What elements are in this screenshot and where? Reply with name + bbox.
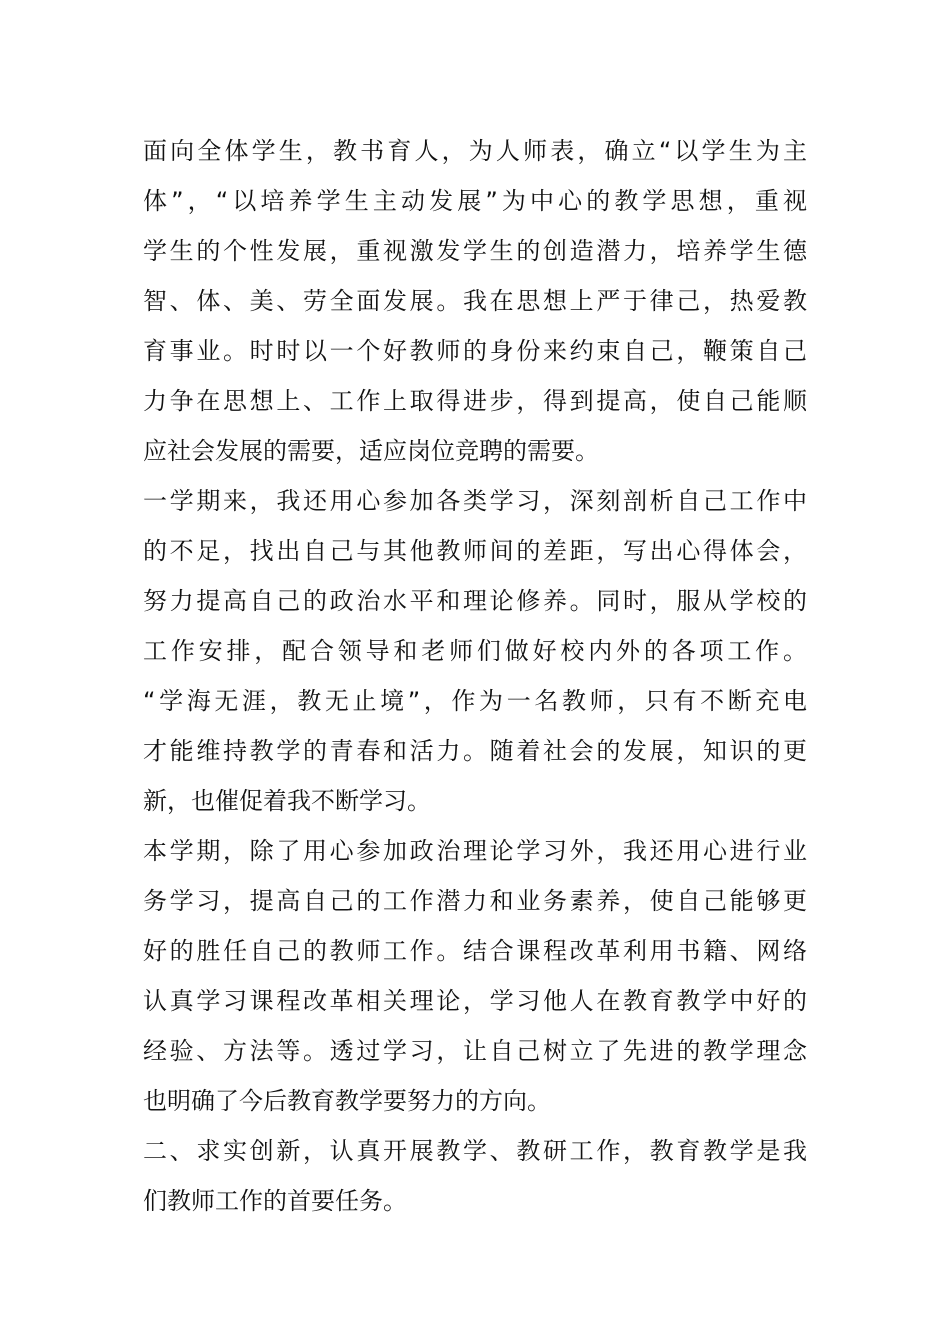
text-line: “学海无涯，教无止境”，作为一名教师，只有不断充电 — [143, 687, 807, 715]
text-line: 一学期来，我还用心参加各类学习，深刻剖析自己工作中 — [143, 487, 807, 515]
text-line: 新，也催促着我不断学习。 — [143, 787, 431, 815]
text-line: 二、求实创新，认真开展教学、教研工作，教育教学是我 — [143, 1137, 807, 1165]
text-line: 努力提高自己的政治水平和理论修养。同时，服从学校的 — [143, 587, 807, 615]
paragraph-3 — [143, 826, 807, 1126]
paragraph-1 — [143, 126, 807, 476]
text-line: 育事业。时时以一个好教师的身份来约束自己，鞭策自己 — [143, 337, 807, 365]
paragraph-4 — [143, 1126, 807, 1226]
text-line: 工作安排，配合领导和老师们做好校内外的各项工作。 — [143, 637, 807, 665]
document-body — [143, 126, 807, 1226]
text-line: 应社会发展的需要，适应岗位竞聘的需要。 — [143, 437, 599, 465]
text-line: 们教师工作的首要任务。 — [143, 1187, 407, 1215]
paragraph-2 — [143, 476, 807, 826]
text-line: 好的胜任自己的教师工作。结合课程改革利用书籍、网络 — [143, 937, 807, 965]
text-line: 本学期，除了用心参加政治理论学习外，我还用心进行业 — [143, 837, 807, 865]
text-line: 力争在思想上、工作上取得进步，得到提高，使自己能顺 — [143, 387, 807, 415]
text-line: 经验、方法等。透过学习，让自己树立了先进的教学理念 — [143, 1037, 807, 1065]
text-line: 学生的个性发展，重视激发学生的创造潜力，培养学生德 — [143, 237, 807, 265]
text-line: 也明确了今后教育教学要努力的方向。 — [143, 1087, 551, 1115]
text-line: 智、体、美、劳全面发展。我在思想上严于律己，热爱教 — [143, 287, 807, 315]
text-line: 体”，“以培养学生主动发展”为中心的教学思想，重视 — [143, 187, 807, 215]
text-line: 务学习，提高自己的工作潜力和业务素养，使自己能够更 — [143, 887, 807, 915]
text-line: 才能维持教学的青春和活力。随着社会的发展，知识的更 — [143, 737, 807, 765]
text-line: 面向全体学生，教书育人，为人师表，确立“以学生为主 — [143, 137, 807, 165]
text-line: 的不足，找出自己与其他教师间的差距，写出心得体会， — [143, 537, 807, 565]
text-line: 认真学习课程改革相关理论，学习他人在教育教学中好的 — [143, 987, 807, 1015]
